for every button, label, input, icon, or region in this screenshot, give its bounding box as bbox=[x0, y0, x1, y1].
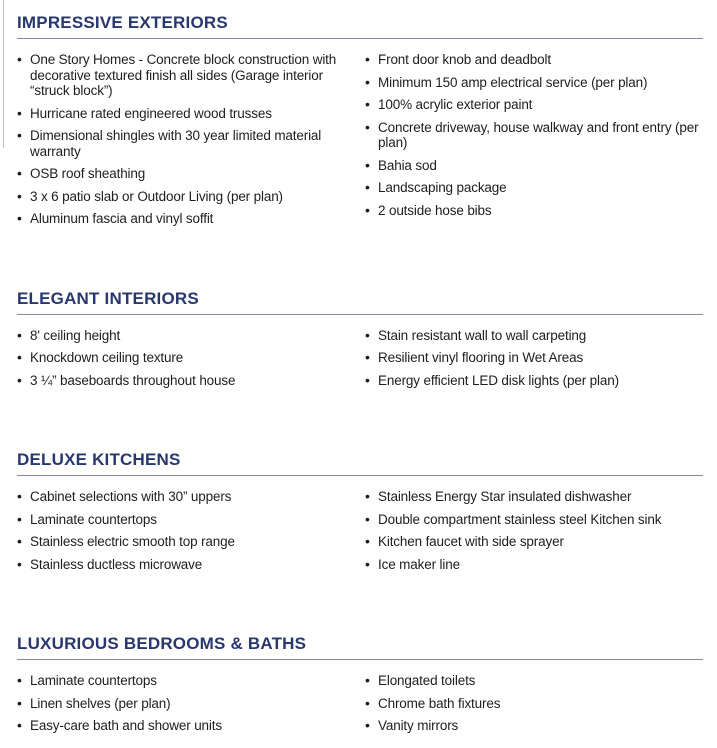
feature-item: • 2 outside hose bibs bbox=[365, 203, 703, 219]
feature-item: • Front door knob and deadbolt bbox=[365, 52, 703, 68]
feature-item: • Elongated toilets bbox=[365, 673, 703, 689]
feature-item: • Laminate countertops bbox=[17, 512, 347, 528]
section-title-luxurious-bedrooms-baths: LUXURIOUS BEDROOMS & BATHS bbox=[17, 634, 307, 653]
feature-item: • 8' ceiling height bbox=[17, 328, 347, 344]
feature-item: • Knockdown ceiling texture bbox=[17, 350, 347, 366]
feature-list-left bbox=[17, 673, 365, 741]
feature-item: • Ice maker line bbox=[365, 557, 703, 573]
feature-item: • Linen shelves (per plan) bbox=[17, 696, 347, 712]
left-edge-scan-artifact bbox=[3, 0, 4, 148]
section-title-elegant-interiors: ELEGANT INTERIORS bbox=[17, 288, 199, 308]
feature-list-right bbox=[365, 52, 703, 234]
feature-item: • Stain resistant wall to wall carpeting bbox=[365, 328, 703, 344]
section-impressive-exteriors bbox=[17, 13, 703, 234]
feature-item: • Laminate countertops bbox=[17, 673, 347, 689]
section-divider bbox=[17, 38, 703, 39]
feature-item: • Stainless Energy Star insulated dishwasher bbox=[365, 489, 703, 505]
feature-item: • Minimum 150 amp electrical service (per plan) bbox=[365, 75, 703, 91]
feature-item: • Vanity mirrors bbox=[365, 718, 703, 734]
section-deluxe-kitchens bbox=[17, 450, 703, 579]
section-divider bbox=[17, 314, 703, 315]
feature-list-right bbox=[365, 489, 703, 579]
section-divider bbox=[17, 659, 703, 660]
feature-item: • Easy-care bath and shower units bbox=[17, 718, 347, 734]
section-luxurious-bedrooms-baths bbox=[17, 634, 703, 741]
feature-list-right bbox=[365, 673, 703, 741]
feature-columns bbox=[17, 328, 703, 396]
feature-item: • Concrete driveway, house walkway and front entry (per plan) bbox=[365, 120, 703, 151]
feature-item: • Stainless electric smooth top range bbox=[17, 534, 347, 550]
feature-item: • Stainless ductless microwave bbox=[17, 557, 347, 573]
feature-item: • One Story Homes - Concrete block construction with decorative textured finish all sides (Garage interior “struck block”) bbox=[17, 52, 347, 99]
feature-item: • Energy efficient LED disk lights (per plan) bbox=[365, 373, 703, 389]
feature-item: • Bahia sod bbox=[365, 158, 703, 174]
section-title-impressive-exteriors: IMPRESSIVE EXTERIORS bbox=[17, 13, 228, 32]
feature-item: • Resilient vinyl flooring in Wet Areas bbox=[365, 350, 703, 366]
feature-item: • Hurricane rated engineered wood trusses bbox=[17, 106, 347, 122]
feature-list-left bbox=[17, 489, 365, 579]
feature-list-left bbox=[17, 328, 365, 396]
feature-list-right bbox=[365, 328, 703, 396]
section-divider bbox=[17, 475, 703, 476]
feature-item: • Chrome bath fixtures bbox=[365, 696, 703, 712]
feature-list-left bbox=[17, 52, 365, 234]
feature-item: • 3 x 6 patio slab or Outdoor Living (per plan) bbox=[17, 189, 347, 205]
feature-item: • Dimensional shingles with 30 year limited material warranty bbox=[17, 128, 347, 159]
feature-columns bbox=[17, 489, 703, 579]
feature-item: • Double compartment stainless steel Kitchen sink bbox=[365, 512, 703, 528]
feature-item: • 100% acrylic exterior paint bbox=[365, 97, 703, 113]
section-title-deluxe-kitchens: DELUXE KITCHENS bbox=[17, 450, 181, 469]
feature-columns bbox=[17, 673, 703, 741]
feature-item: • Cabinet selections with 30” uppers bbox=[17, 489, 347, 505]
feature-item: • 3 ¼” baseboards throughout house bbox=[17, 373, 347, 389]
feature-item: • Aluminum fascia and vinyl soffit bbox=[17, 211, 347, 227]
feature-columns bbox=[17, 52, 703, 234]
feature-item: • OSB roof sheathing bbox=[17, 166, 347, 182]
feature-item: • Landscaping package bbox=[365, 180, 703, 196]
section-elegant-interiors bbox=[17, 289, 703, 396]
feature-item: • Kitchen faucet with side sprayer bbox=[365, 534, 703, 550]
